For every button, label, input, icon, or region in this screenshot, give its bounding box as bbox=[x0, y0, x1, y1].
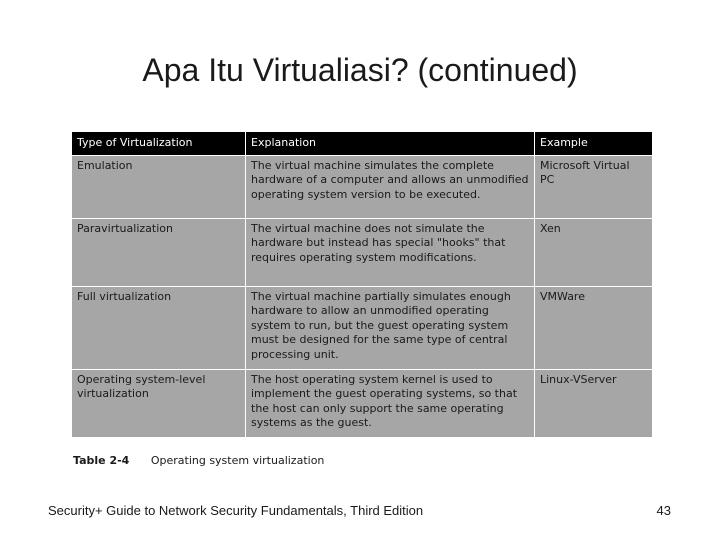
cell-type: Full virtualization bbox=[72, 287, 246, 370]
caption-text: Operating system virtualization bbox=[150, 454, 325, 467]
cell-explanation: The virtual machine does not simulate the hardware but instead has special "hooks" that requires operating system modifications. bbox=[246, 219, 535, 287]
cell-example: Xen bbox=[535, 219, 653, 287]
table-caption bbox=[73, 454, 324, 467]
cell-type: Emulation bbox=[72, 156, 246, 219]
cell-example: Linux-VServer bbox=[535, 370, 653, 438]
cell-explanation: The virtual machine partially simulates enough hardware to allow an unmodified operating system to run, but the guest operating system must be designed for the same type of central processing unit. bbox=[246, 287, 535, 370]
caption-label: Table 2-4 bbox=[73, 454, 130, 467]
slide-title: Apa Itu Virtualiasi? (continued) bbox=[142, 52, 578, 88]
cell-explanation: The virtual machine simulates the complete hardware of a computer and allows an unmodified operating system version to be executed. bbox=[246, 156, 535, 219]
cell-type: Paravirtualization bbox=[72, 219, 246, 287]
table-row bbox=[72, 370, 653, 438]
table-row bbox=[72, 156, 653, 219]
virtualization-table bbox=[71, 131, 653, 438]
cell-type: Operating system-level virtualization bbox=[72, 370, 246, 438]
column-header-explanation: Explanation bbox=[246, 132, 535, 156]
table-row bbox=[72, 219, 653, 287]
column-header-example: Example bbox=[535, 132, 653, 156]
table-row bbox=[72, 287, 653, 370]
cell-example: VMWare bbox=[535, 287, 653, 370]
column-header-type: Type of Virtualization bbox=[72, 132, 246, 156]
table-header-row bbox=[72, 132, 653, 156]
page-number: 43 bbox=[656, 503, 671, 518]
cell-example: Microsoft Virtual PC bbox=[535, 156, 653, 219]
footer-text: Security+ Guide to Network Security Fundamentals, Third Edition bbox=[48, 503, 424, 518]
cell-explanation: The host operating system kernel is used to implement the guest operating systems, so that the host can only support the same operating systems as the guest. bbox=[246, 370, 535, 438]
